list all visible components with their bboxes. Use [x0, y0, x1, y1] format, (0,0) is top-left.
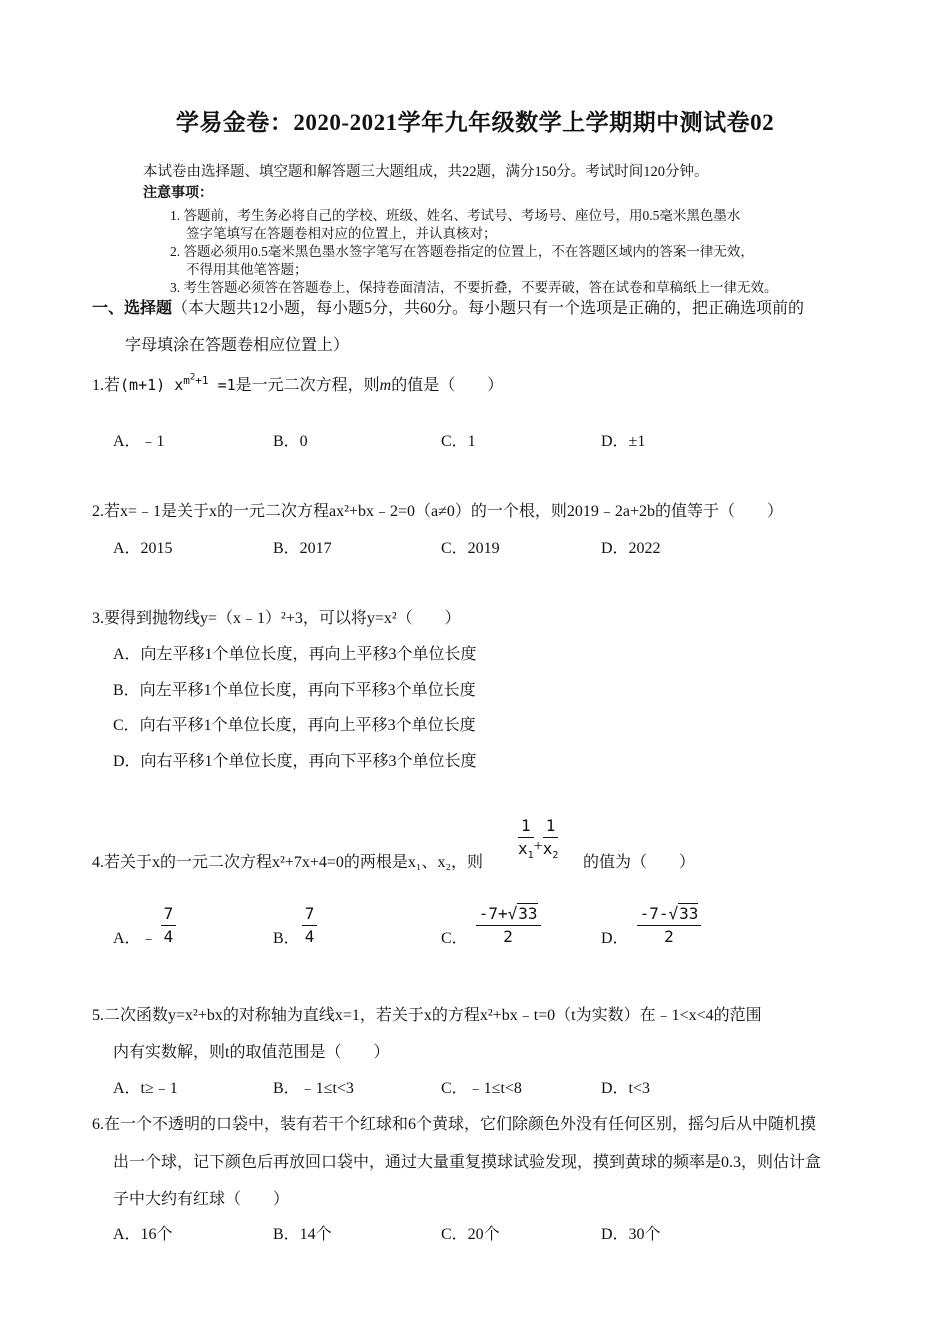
question-3: 3.要得到抛物线y=（x﹣1）²+3，可以将y=x²（ ）	[92, 610, 461, 627]
frac-numerator: 7	[302, 903, 318, 926]
option-fraction	[476, 903, 541, 948]
option-b[interactable]	[273, 903, 317, 948]
q1-end: 的值是（ ）	[391, 377, 504, 394]
question-6-cont: 出一个球，记下颜色后再放回口袋中，通过大量重复摸球试验发现，摸到黄球的频率是0.3，则估计盒	[113, 1154, 822, 1171]
option-c[interactable]: C．向右平移1个单位长度，再向上平移3个单位长度	[113, 717, 476, 734]
option-label: D．	[601, 930, 629, 948]
option-d[interactable]: D．t<3	[601, 1080, 651, 1097]
option-a[interactable]: A．2015	[113, 540, 173, 557]
num-prefix: -7-	[639, 904, 669, 923]
option-a[interactable]: A．16个	[113, 1226, 173, 1243]
option-a[interactable]: A．﹣1	[113, 433, 165, 450]
notice-item: 3. 考生答题必须答在答题卷上，保持卷面清洁，不要折叠，不要弄破，答在试卷和草稿纸上一律无效。	[170, 280, 778, 295]
question-4-end: 的值为（ ）	[583, 854, 696, 871]
q1-formula-rhs: =1	[217, 376, 236, 394]
option-d[interactable]: D．2022	[601, 540, 661, 557]
q1-prefix: 1.若	[92, 377, 121, 394]
q1-formula-exp-tail: +1	[195, 374, 209, 387]
option-b[interactable]: B．0	[273, 433, 308, 450]
option-label: B．	[273, 930, 300, 948]
option-b[interactable]: B．向左平移1个单位长度，再向下平移3个单位长度	[113, 682, 476, 699]
section-desc: （本大题共12小题，每小题5分，共60分。每小题只有一个选项是正确的，把正确选项前的	[172, 300, 805, 317]
option-a[interactable]	[113, 903, 176, 948]
option-c[interactable]	[441, 903, 541, 948]
section-desc-cont: 字母填涂在答题卷相应位置上）	[125, 337, 350, 354]
q1-formula-coef: (m+1) x	[120, 376, 184, 394]
frac-den-sub: 2	[552, 850, 559, 862]
radicand: 33	[679, 904, 699, 923]
notice-item: 1. 答题前，考生务必将自己的学校、班级、姓名、考试号、考场号、座位号，用0.5毫米黑色墨水	[170, 208, 741, 223]
option-b[interactable]: B．14个	[273, 1226, 332, 1243]
frac-numerator: -7-√33	[637, 903, 702, 926]
frac-den-var: x	[542, 839, 553, 858]
q1-formula	[120, 372, 236, 394]
question-1	[92, 372, 503, 395]
question-4-text: 4.若关于x的一元二次方程x²+7x+4=0的两根是x₁、x₂，则	[92, 854, 484, 871]
option-a[interactable]: A．向左平移1个单位长度，再向上平移3个单位长度	[113, 646, 477, 663]
plus-sign: +	[533, 838, 543, 856]
num-prefix: -7+	[478, 904, 508, 923]
section-heading	[92, 295, 804, 318]
q1-suffix: 是一元二次方程，则	[235, 377, 380, 394]
notice-item: 不得用其他笔答题；	[186, 262, 308, 277]
q1-var: m	[379, 377, 392, 394]
frac-numerator: 7	[161, 903, 177, 926]
minus-sign: ﹣	[140, 930, 157, 948]
q1-formula-exp-sq: 2	[189, 372, 196, 383]
option-fraction	[302, 903, 318, 948]
option-d[interactable]: D．±1	[601, 433, 646, 450]
q4-fraction-sum	[518, 815, 558, 860]
option-label: C．	[441, 930, 468, 948]
question-5: 5.二次函数y=x²+bx的对称轴为直线x=1，若关于x的方程x²+bx﹣t=0（t为实数）在﹣1<x<4的范围	[92, 1007, 762, 1024]
notice-item: 签字笔填写在答题卷相对应的位置上，并认真核对；	[186, 226, 497, 241]
frac-numerator: 1	[518, 815, 534, 838]
option-c[interactable]: C．20个	[441, 1226, 500, 1243]
notice-heading: 注意事项：	[143, 185, 213, 201]
question-5-cont: 内有实数解，则t的取值范围是（ ）	[113, 1044, 390, 1061]
option-fraction	[161, 903, 177, 948]
question-6: 6.在一个不透明的口袋中，装有若干个红球和6个黄球，它们除颜色外没有任何区别，摇匀后从中随机摸	[92, 1116, 817, 1133]
frac-numerator: 1	[543, 815, 559, 838]
frac-denominator: 4	[163, 927, 174, 946]
section-label: 一、选择题	[92, 298, 173, 317]
option-d[interactable]: D．向右平移1个单位长度，再向下平移3个单位长度	[113, 753, 477, 770]
question-6-cont: 子中大约有红球（ ）	[113, 1191, 290, 1208]
frac-denominator	[543, 838, 559, 860]
option-c[interactable]: C．2019	[441, 540, 500, 557]
option-label: A．	[113, 930, 141, 948]
option-c[interactable]: C．﹣1≤t<8	[441, 1080, 522, 1097]
notice-item: 2. 答题必须用0.5毫米黑色墨水签字笔写在答题卷指定的位置上，不在答题区域内的答案一律无效，	[170, 244, 754, 259]
frac-denominator	[518, 838, 534, 860]
frac-den-var: x	[518, 839, 528, 858]
frac-den-sub: 1	[527, 850, 534, 862]
option-c[interactable]: C．1	[441, 433, 476, 450]
q1-formula-exp: m	[183, 374, 190, 387]
q4-frac-1	[518, 815, 534, 860]
page-title: 学易金卷：2020-2021学年九年级数学上学期期中测试卷02	[175, 110, 775, 135]
option-fraction	[637, 903, 702, 948]
option-d[interactable]	[601, 903, 701, 948]
frac-numerator: -7+√33	[476, 903, 541, 926]
question-2: 2.若x=﹣1是关于x的一元二次方程ax²+bx﹣2=0（a≠0）的一个根，则2019﹣2a+2b的值等于（ ）	[92, 503, 783, 520]
frac-denominator: 4	[304, 927, 315, 946]
frac-denominator: 2	[664, 927, 674, 946]
intro-text: 本试卷由选择题、填空题和解答题三大题组成，共22题，满分150分。考试时间120分钟。	[143, 164, 709, 180]
option-b[interactable]: B．﹣1≤t<3	[273, 1080, 354, 1097]
frac-denominator: 2	[503, 927, 513, 946]
option-b[interactable]: B．2017	[273, 540, 332, 557]
option-a[interactable]: A．t≥﹣1	[113, 1080, 178, 1097]
q4-frac-2	[543, 815, 559, 860]
option-d[interactable]: D．30个	[601, 1226, 661, 1243]
radicand: 33	[518, 904, 538, 923]
